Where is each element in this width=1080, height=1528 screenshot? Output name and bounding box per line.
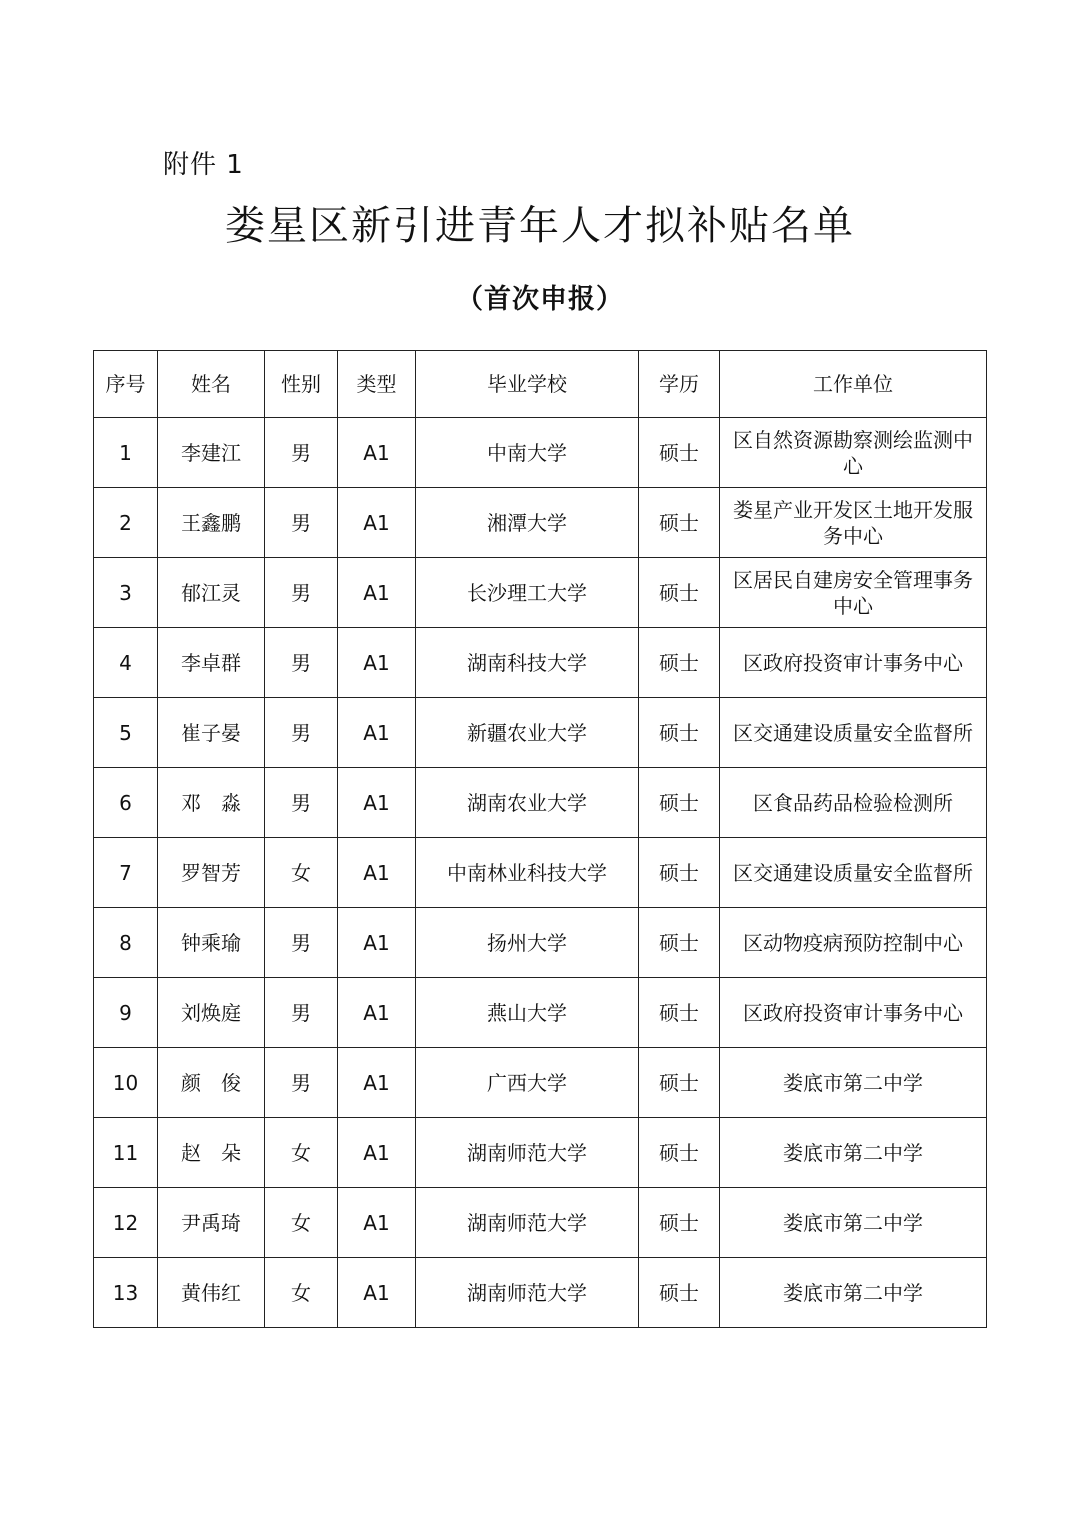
cell-type: A1 [338,838,416,908]
cell-employer: 区政府投资审计事务中心 [720,628,987,698]
cell-school: 湖南师范大学 [416,1258,639,1328]
cell-name: 邓 淼 [158,768,265,838]
cell-school: 湖南师范大学 [416,1118,639,1188]
cell-index: 2 [94,488,158,558]
cell-name: 王鑫鹏 [158,488,265,558]
cell-employer: 区居民自建房安全管理事务中心 [720,558,987,628]
cell-school: 燕山大学 [416,978,639,1048]
cell-degree: 硕士 [639,1118,720,1188]
cell-index: 11 [94,1118,158,1188]
cell-degree: 硕士 [639,488,720,558]
cell-gender: 男 [265,908,338,978]
cell-index: 8 [94,908,158,978]
cell-employer: 区交通建设质量安全监督所 [720,838,987,908]
cell-type: A1 [338,698,416,768]
cell-name: 李卓群 [158,628,265,698]
cell-degree: 硕士 [639,838,720,908]
cell-employer: 区动物疫病预防控制中心 [720,908,987,978]
cell-degree: 硕士 [639,1258,720,1328]
cell-type: A1 [338,628,416,698]
cell-name: 颜 俊 [158,1048,265,1118]
document-title: 娄星区新引进青年人才拟补贴名单 [225,203,855,249]
cell-employer: 娄底市第二中学 [720,1118,987,1188]
cell-type: A1 [338,768,416,838]
document-subtitle: （首次申报） [456,284,624,315]
table-row [94,628,987,698]
column-header-school: 毕业学校 [416,351,639,418]
cell-school: 湘潭大学 [416,488,639,558]
cell-index: 1 [94,418,158,488]
table-row [94,418,987,488]
cell-employer: 区政府投资审计事务中心 [720,978,987,1048]
cell-employer: 区自然资源勘察测绘监测中心 [720,418,987,488]
talent-subsidy-table [93,350,987,1328]
cell-index: 4 [94,628,158,698]
cell-degree: 硕士 [639,978,720,1048]
cell-type: A1 [338,418,416,488]
table-row [94,1048,987,1118]
cell-degree: 硕士 [639,768,720,838]
column-header-employer: 工作单位 [720,351,987,418]
cell-degree: 硕士 [639,1048,720,1118]
table-row [94,1118,987,1188]
attachment-label: 附件 1 [163,150,244,180]
cell-index: 5 [94,698,158,768]
cell-name: 罗智芳 [158,838,265,908]
cell-gender: 男 [265,558,338,628]
cell-school: 长沙理工大学 [416,558,639,628]
cell-gender: 男 [265,698,338,768]
cell-type: A1 [338,1258,416,1328]
cell-degree: 硕士 [639,418,720,488]
cell-degree: 硕士 [639,698,720,768]
column-header-degree: 学历 [639,351,720,418]
cell-employer: 娄底市第二中学 [720,1258,987,1328]
cell-index: 3 [94,558,158,628]
cell-employer: 区食品药品检验检测所 [720,768,987,838]
cell-name: 郁江灵 [158,558,265,628]
cell-gender: 男 [265,488,338,558]
cell-type: A1 [338,1188,416,1258]
cell-index: 12 [94,1188,158,1258]
cell-school: 湖南师范大学 [416,1188,639,1258]
table-header-row [94,351,987,418]
table-row [94,488,987,558]
cell-school: 新疆农业大学 [416,698,639,768]
cell-index: 13 [94,1258,158,1328]
cell-type: A1 [338,1118,416,1188]
table-row [94,768,987,838]
cell-degree: 硕士 [639,1188,720,1258]
cell-gender: 男 [265,1048,338,1118]
cell-school: 扬州大学 [416,908,639,978]
table-row [94,1188,987,1258]
column-header-gender: 性别 [265,351,338,418]
table-row [94,908,987,978]
cell-degree: 硕士 [639,558,720,628]
cell-type: A1 [338,1048,416,1118]
table-row [94,978,987,1048]
cell-index: 10 [94,1048,158,1118]
cell-name: 赵 朵 [158,1118,265,1188]
cell-gender: 女 [265,838,338,908]
cell-name: 钟乘瑜 [158,908,265,978]
table-row [94,1258,987,1328]
cell-type: A1 [338,908,416,978]
cell-gender: 男 [265,628,338,698]
cell-name: 刘焕庭 [158,978,265,1048]
cell-name: 尹禹琦 [158,1188,265,1258]
cell-school: 湖南科技大学 [416,628,639,698]
cell-type: A1 [338,488,416,558]
table-row [94,698,987,768]
cell-degree: 硕士 [639,628,720,698]
cell-school: 中南大学 [416,418,639,488]
cell-gender: 男 [265,418,338,488]
cell-index: 7 [94,838,158,908]
column-header-type: 类型 [338,351,416,418]
cell-name: 李建江 [158,418,265,488]
cell-index: 9 [94,978,158,1048]
column-header-name: 姓名 [158,351,265,418]
cell-type: A1 [338,978,416,1048]
cell-gender: 女 [265,1188,338,1258]
cell-employer: 区交通建设质量安全监督所 [720,698,987,768]
table-row [94,838,987,908]
cell-index: 6 [94,768,158,838]
cell-employer: 娄底市第二中学 [720,1188,987,1258]
cell-school: 广西大学 [416,1048,639,1118]
cell-name: 崔子晏 [158,698,265,768]
table-row [94,558,987,628]
cell-employer: 娄星产业开发区土地开发服务中心 [720,488,987,558]
cell-gender: 女 [265,1118,338,1188]
cell-school: 湖南农业大学 [416,768,639,838]
cell-gender: 女 [265,1258,338,1328]
cell-type: A1 [338,558,416,628]
cell-gender: 男 [265,768,338,838]
cell-gender: 男 [265,978,338,1048]
cell-employer: 娄底市第二中学 [720,1048,987,1118]
cell-name: 黄伟红 [158,1258,265,1328]
cell-school: 中南林业科技大学 [416,838,639,908]
column-header-index: 序号 [94,351,158,418]
cell-degree: 硕士 [639,908,720,978]
